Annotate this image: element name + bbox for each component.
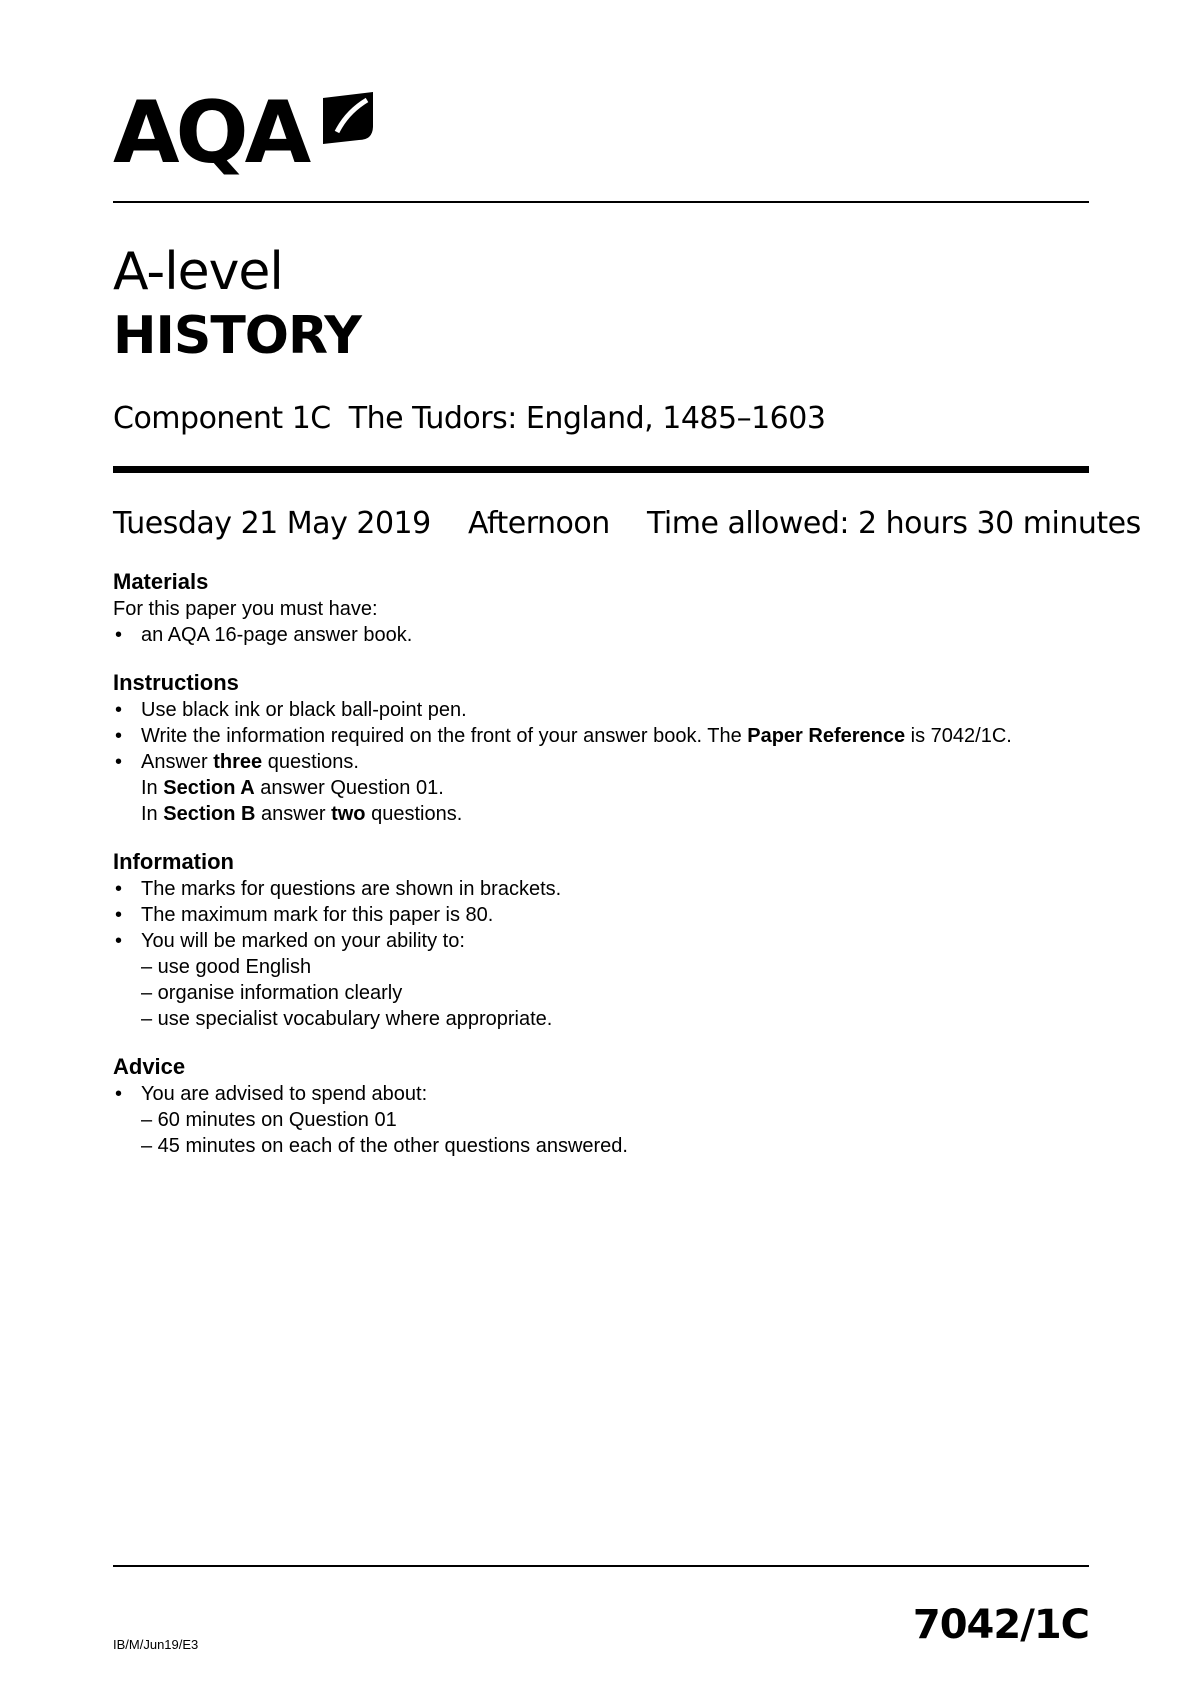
advice-heading: Advice xyxy=(113,1054,186,1079)
information-item: • The marks for questions are shown in brackets. xyxy=(113,876,1093,902)
advice-subitem: – 60 minutes on Question 01 xyxy=(141,1109,397,1131)
information-subitem: – organise information clearly xyxy=(141,982,403,1004)
top-divider xyxy=(113,201,1089,203)
advice-item: • You are advised to spend about: xyxy=(113,1081,1093,1107)
exam-date: Tuesday 21 May 2019 xyxy=(113,506,431,541)
instruction-item: • Answer three questions. In Section A answer Question 01. In Section B answer two questions. xyxy=(113,749,1093,827)
materials-intro: For this paper you must have: xyxy=(113,598,378,620)
footer-reference: IB/M/Jun19/E3 xyxy=(113,1637,199,1652)
information-item: • The maximum mark for this paper is 80. xyxy=(113,902,1093,928)
aqa-logo-text: AQA xyxy=(113,83,308,183)
information-section xyxy=(113,848,1093,1032)
information-item: • You will be marked on your ability to: xyxy=(113,928,1093,954)
information-subitem: – use specialist vocabulary where appropriate. xyxy=(141,1008,553,1030)
aqa-logo xyxy=(113,83,308,183)
materials-item: • an AQA 16-page answer book. xyxy=(113,622,1093,648)
cover-instructions xyxy=(113,568,1093,1180)
subject-title: HISTORY xyxy=(113,306,361,366)
instructions-heading: Instructions xyxy=(113,670,239,695)
qualification-level: A-level xyxy=(113,242,283,302)
leaf-icon xyxy=(317,88,379,150)
information-heading: Information xyxy=(113,849,234,874)
time-allowed: Time allowed: 2 hours 30 minutes xyxy=(647,506,1141,541)
component-name: Component 1C xyxy=(113,401,331,436)
title-block xyxy=(113,240,361,368)
component-heading xyxy=(113,401,825,436)
information-subitem: – use good English xyxy=(141,956,312,978)
instruction-item: • Use black ink or black ball-point pen. xyxy=(113,697,1093,723)
paper-code: 7042/1C xyxy=(912,1602,1089,1648)
advice-section xyxy=(113,1053,1093,1159)
exam-session: Afternoon xyxy=(468,506,610,541)
instructions-section xyxy=(113,669,1093,827)
bottom-divider xyxy=(113,1565,1089,1567)
materials-heading: Materials xyxy=(113,569,209,594)
advice-subitem: – 45 minutes on each of the other questions answered. xyxy=(141,1135,628,1157)
component-title: The Tudors: England, 1485–1603 xyxy=(348,401,826,436)
thick-divider xyxy=(113,466,1089,473)
instruction-item: • Write the information required on the front of your answer book. The Paper Reference is 7042/1C. xyxy=(113,723,1093,749)
paper-reference-label: Paper Reference xyxy=(747,725,906,747)
materials-section xyxy=(113,568,1093,648)
